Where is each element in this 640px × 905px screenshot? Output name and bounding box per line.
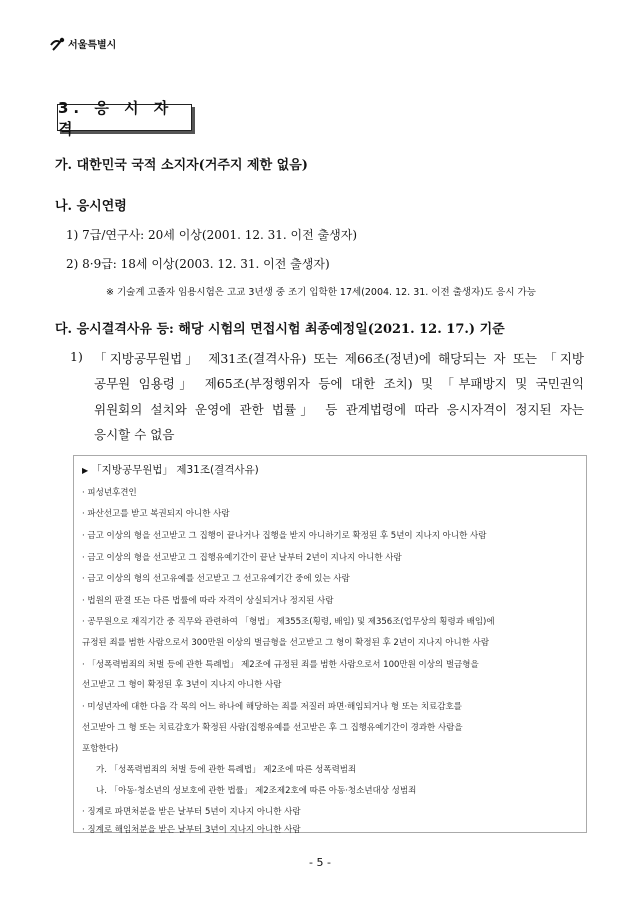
ref-item: 규정된 죄를 범한 사람으로서 300만원 이상의 벌금형을 선고받고 그 형이 확정된 후 2년이 지나지 아니한 사람 <box>82 638 490 648</box>
seoul-logo <box>50 36 116 51</box>
ref-item: · 파산선고를 받고 복권되지 아니한 사람 <box>82 509 230 519</box>
ref-item: · 금고 이상의 형을 선고받고 그 집행이 끝나거나 집행을 받지 아니하기로 확정된 후 5년이 지나지 아니한 사람 <box>82 531 487 541</box>
ref-item: · 미성년자에 대한 다음 각 목의 어느 하나에 해당하는 죄를 저질러 파면·해임되거나 형 또는 치료감호를 <box>82 702 462 712</box>
ref-item: · 공무원으로 재직기간 중 직무와 관련하여 「형법」 제355조(횡령, 배임) 및 제356조(업무상의 횡령과 배임)에 <box>82 617 495 627</box>
logo-text: 서울특별시 <box>68 40 117 51</box>
reference-title <box>82 462 259 477</box>
age-note: ※ 기술계 고졸자 임용시험은 고교 3년생 중 조기 입학한 17세(2004. 12. 31. 이전 출생자)도 응시 가능 <box>106 287 536 298</box>
ref-item: 선고받아 그 형 또는 치료감호가 확정된 사람(집행유예를 선고받은 후 그 집행유예기간이 경과한 사람을 <box>82 723 463 733</box>
heading-nationality: 가. 대한민국 국적 소지자(거주지 제한 없음) <box>55 158 308 173</box>
ref-item: · 금고 이상의 형을 선고받고 그 집행유예기간이 끝난 날부터 2년이 지나지 아니한 사람 <box>82 553 402 563</box>
seoul-logo-icon <box>50 37 66 51</box>
ref-item: 포함한다) <box>82 744 119 754</box>
ref-item: · 법원의 판결 또는 다른 법률에 따라 자격이 상실되거나 정지된 사람 <box>82 596 334 606</box>
para-number: 1) <box>70 349 83 364</box>
age-item-grade89: 2) 8·9급: 18세 이상(2003. 12. 31. 이전 출생자) <box>66 257 330 271</box>
section-title-box <box>57 98 192 138</box>
para-line: 위원회의 설치와 운영에 관한 법률」 등 관계법령에 따라 응시자격이 정지된 자는 <box>94 402 584 417</box>
ref-item: · 징계로 해임처분을 받은 날부터 3년이 지나지 아니한 사람 <box>82 825 301 835</box>
para-line: 「지방공무원법」 제31조(결격사유) 또는 제66조(정년)에 해당되는 자 또는 「지방 <box>94 351 584 366</box>
ref-item: · 금고 이상의 형의 선고유예를 선고받고 그 선고유예기간 중에 있는 사람 <box>82 574 350 584</box>
ref-item: · 징계로 파면처분을 받은 날부터 5년이 지나지 아니한 사람 <box>82 807 301 817</box>
reference-box <box>73 455 587 833</box>
triangle-bullet-icon: ▶ <box>82 466 89 475</box>
ref-item: · 피성년후견인 <box>82 488 137 498</box>
para-line: 공무원 임용령」 제65조(부정행위자 등에 대한 조치) 및 「부패방지 및 국민권익 <box>94 376 584 391</box>
ref-item: 선고받고 그 형이 확정된 후 3년이 지나지 아니한 사람 <box>82 680 282 690</box>
page-number: - 5 - <box>309 856 331 869</box>
para-line: 응시할 수 없음 <box>94 427 175 442</box>
ref-item: · 「성폭력범죄의 처벌 등에 관한 특례법」 제2조에 규정된 죄를 범한 사람으로서 100만원 이상의 벌금형을 <box>82 660 479 670</box>
ref-sub-item: 나. 「아동·청소년의 성보호에 관한 법률」 제2조제2호에 따른 아동·청소년대상 성범죄 <box>96 786 417 796</box>
ref-sub-item: 가. 「성폭력범죄의 처벌 등에 관한 특례법」 제2조에 따른 성폭력범죄 <box>96 765 357 775</box>
reference-title-text: 「지방공무원법」 제31조(결격사유) <box>91 464 259 476</box>
heading-disqualification: 다. 응시결격사유 등: 해당 시험의 면접시험 최종예정일(2021. 12. 17.) 기준 <box>55 322 505 337</box>
age-item-grade7: 1) 7급/연구사: 20세 이상(2001. 12. 31. 이전 출생자) <box>66 228 357 242</box>
section-title: 3. 응 시 자 격 <box>58 98 174 138</box>
heading-age: 나. 응시연령 <box>55 199 127 214</box>
